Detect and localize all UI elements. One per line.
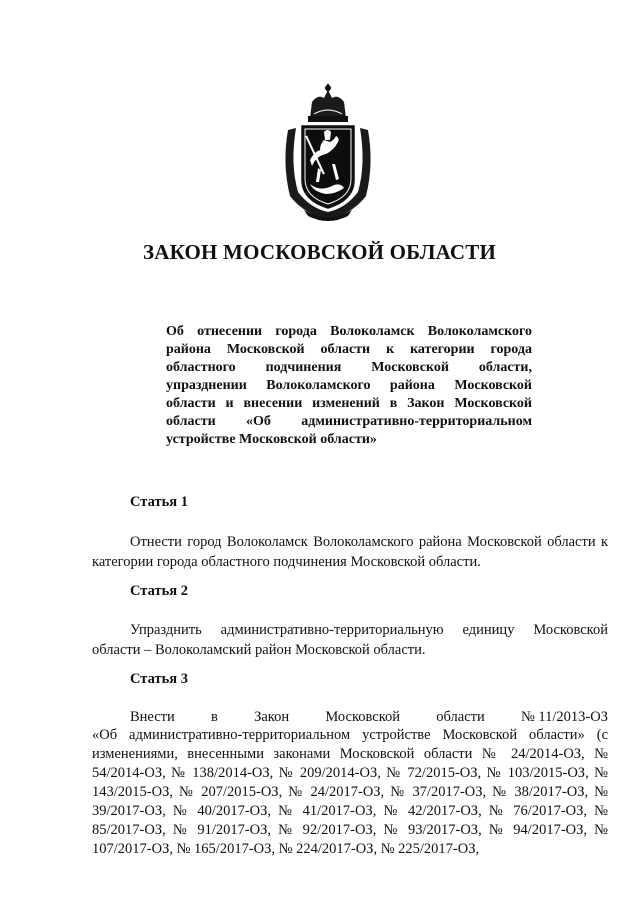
article-1-text: Отнести город Волоколамск Волоколамского района Московской области к категории города областного подчинения Московской области. — [92, 534, 608, 570]
article-3-word: Закон — [254, 709, 290, 725]
article-3-word: Московской — [325, 709, 401, 725]
article-3-word: области — [436, 709, 485, 725]
article-3-word: Внести — [130, 709, 175, 725]
crown-icon — [308, 84, 348, 122]
article-3-word: № 11/2013-ОЗ — [520, 709, 608, 725]
article-2-heading: Статья 2 — [130, 583, 188, 599]
article-3-heading: Статья 3 — [130, 671, 188, 687]
article-1-heading: Статья 1 — [130, 494, 188, 510]
document-title: ЗАКОН МОСКОВСКОЙ ОБЛАСТИ — [142, 240, 497, 264]
article-3-word: в — [211, 709, 218, 725]
article-3-text: «Об административно-территориальном устройстве Московской области» (с изменениями, внесенными законами Московской области № 24/2014-ОЗ, № 54/2014-ОЗ, № 138/2014-ОЗ, № 209/2014-ОЗ, № 72/2015-ОЗ, № 103/2015-ОЗ, № 143/2015-ОЗ, № 207/2015-ОЗ, № 24/2017-ОЗ, № 37/2017-ОЗ, № 38/2017-ОЗ, № 39/2017-ОЗ, № 40/2017-ОЗ, № 41/2017-ОЗ, № 42/2017-ОЗ, № 76/2017-ОЗ, № 85/2017-ОЗ, № 91/2017-ОЗ, № 92/2017-ОЗ, № 93/2017-ОЗ, № 94/2017-ОЗ, № 107/2017-ОЗ, № 165/2017-ОЗ, № 224/2017-ОЗ, № 225/2017-ОЗ, — [92, 727, 608, 857]
document-subtitle: Об отнесении города Волоколамск Волоколамского района Московской области к категории города областного подчинения Московской области, упразднении Волоколамского района Московской области и внесении изменений в Закон Московской области «Об административно-территориальном устройстве Московской области» — [166, 324, 532, 447]
article-2-text: Упразднить административно-территориальную единицу Московской области – Волоколамский район Московской области. — [92, 622, 608, 658]
article-3-first-line — [92, 707, 608, 727]
coat-of-arms-emblem — [274, 84, 382, 222]
